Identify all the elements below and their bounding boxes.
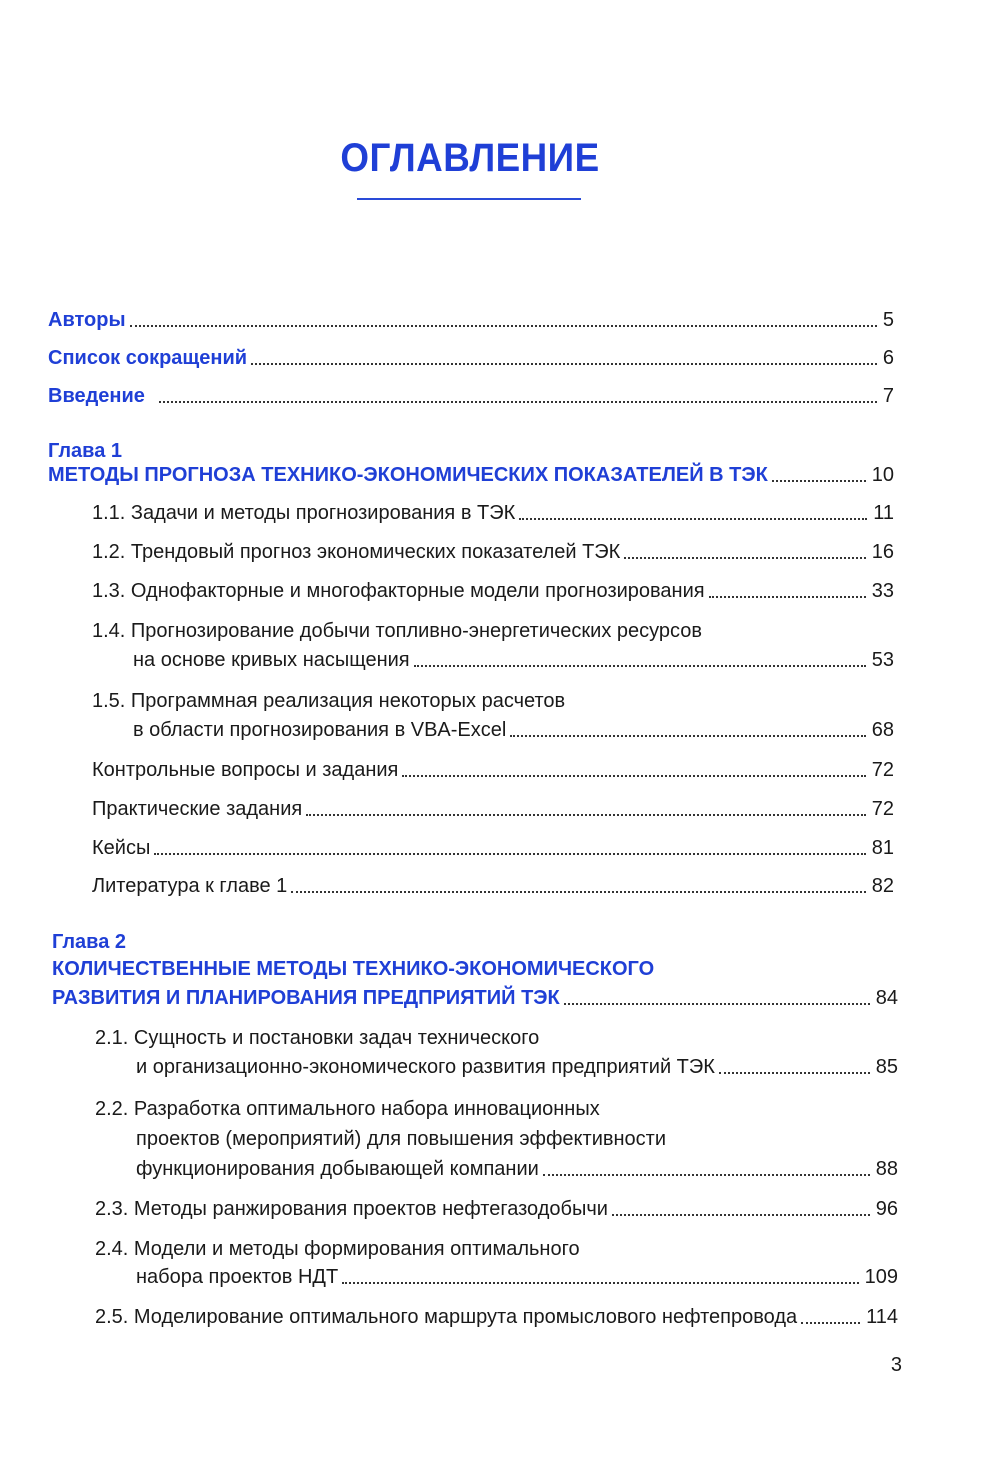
leader-dots <box>772 479 866 482</box>
section-number: 2.5. <box>95 1306 129 1328</box>
toc-entry-section-2-4-line1[interactable] <box>95 1236 580 1262</box>
toc-entry-page: 5 <box>882 309 894 331</box>
chapter-2-title-line1: КОЛИЧЕСТВЕННЫЕ МЕТОДЫ ТЕХНИКО-ЭКОНОМИЧЕСКОГО <box>52 958 655 980</box>
leader-dots <box>564 1002 870 1005</box>
toc-entry-label: Контрольные вопросы и задания <box>92 759 399 781</box>
toc-entry-label: Литература к главе 1 <box>92 875 288 897</box>
section-title: Моделирование оптимального маршрута промыслового нефтепровода <box>133 1306 798 1328</box>
page-title: ОГЛАВЛЕНИЕ <box>340 136 600 180</box>
leader-dots <box>719 1071 870 1074</box>
toc-entry-references-1[interactable] <box>92 873 894 899</box>
section-title: Однофакторные и многофакторные модели прогнозирования <box>130 580 705 602</box>
leader-dots <box>251 362 877 365</box>
toc-entry-section-2-1-line1[interactable] <box>95 1025 539 1051</box>
section-number: 2.4. <box>95 1238 129 1260</box>
toc-entry-page: 88 <box>875 1158 898 1180</box>
toc-entry-section-1-4[interactable] <box>133 647 894 673</box>
toc-entry-label <box>92 539 620 565</box>
section-title: Программная реализация некоторых расчетов <box>130 690 566 712</box>
toc-entry-page: 7 <box>882 385 894 407</box>
leader-dots <box>519 517 867 520</box>
section-title-cont: функционирования добывающей компании <box>136 1158 539 1180</box>
leader-dots <box>130 324 877 327</box>
chapter-1-heading: Глава 1 <box>48 440 123 462</box>
page-number: 3 <box>890 1354 902 1376</box>
toc-entry-section-2-3[interactable] <box>95 1196 898 1222</box>
section-title: Прогнозирование добычи топливно-энергетических ресурсов <box>130 620 703 642</box>
toc-entry-practical-tasks[interactable] <box>92 796 894 822</box>
toc-entry-authors[interactable] <box>48 307 894 333</box>
chapter-2-heading: Глава 2 <box>52 931 127 953</box>
toc-entry-section-1-3[interactable] <box>92 578 894 604</box>
leader-dots <box>159 400 877 403</box>
toc-entry-page: 72 <box>871 798 894 820</box>
leader-dots <box>709 595 866 598</box>
toc-entry-section-2-1[interactable] <box>136 1054 898 1080</box>
section-title: Задачи и методы прогнозирования в ТЭК <box>130 502 516 524</box>
section-number: 1.5. <box>92 690 126 712</box>
toc-entry-section-1-4-line1[interactable] <box>92 618 702 644</box>
chapter-2-title-line2: РАЗВИТИЯ И ПЛАНИРОВАНИЯ ПРЕДПРИЯТИЙ ТЭК <box>52 987 560 1009</box>
toc-entry-section-2-2[interactable] <box>136 1156 898 1182</box>
title-underline <box>357 198 581 200</box>
toc-entry-page: 72 <box>871 759 894 781</box>
toc-entry-page: 10 <box>871 464 894 486</box>
toc-entry-page: 81 <box>871 837 894 859</box>
leader-dots <box>291 890 865 893</box>
toc-entry-chapter-2[interactable] <box>52 985 898 1011</box>
toc-entry-section-2-2-line1[interactable] <box>95 1096 600 1122</box>
section-title-cont: в области прогнозирования в VBA-Excel <box>133 719 507 741</box>
toc-entry-section-2-2-line2: проектов (мероприятий) для повышения эффективности <box>136 1128 666 1150</box>
toc-entry-abbreviations[interactable] <box>48 345 894 371</box>
toc-entry-page: 85 <box>875 1056 898 1078</box>
toc-entry-section-1-5-line1[interactable] <box>92 688 565 714</box>
toc-entry-review-questions[interactable] <box>92 757 894 783</box>
toc-entry-label: Кейсы <box>92 837 151 859</box>
section-number: 1.2. <box>92 541 126 563</box>
section-title: Сущность и постановки задач технического <box>133 1027 540 1049</box>
leader-dots <box>154 852 865 855</box>
toc-entry-label <box>92 500 515 526</box>
toc-entry-page: 16 <box>871 541 894 563</box>
section-number: 1.3. <box>92 580 126 602</box>
section-title-cont: на основе кривых насыщения <box>133 649 410 671</box>
toc-entry-label: Введение <box>48 385 145 407</box>
section-number: 1.4. <box>92 620 126 642</box>
leader-dots <box>543 1173 870 1176</box>
toc-entry-page: 11 <box>873 502 894 524</box>
toc-entry-label: Практические задания <box>92 798 303 820</box>
toc-entry-page: 33 <box>871 580 894 602</box>
toc-entry-page: 6 <box>882 347 894 369</box>
toc-entry-introduction[interactable] <box>48 383 894 409</box>
leader-dots <box>402 774 865 777</box>
toc-entry-page: 84 <box>875 987 898 1009</box>
toc-entry-label <box>95 1304 797 1330</box>
toc-entry-label: Авторы <box>48 309 126 331</box>
section-number: 1.1. <box>92 502 126 524</box>
toc-entry-section-1-5[interactable] <box>133 717 894 743</box>
toc-entry-section-1-2[interactable] <box>92 539 894 565</box>
toc-entry-section-1-1[interactable] <box>92 500 894 526</box>
section-number: 2.2. <box>95 1098 129 1120</box>
toc-entry-chapter-1[interactable] <box>48 462 894 488</box>
toc-entry-section-2-4[interactable] <box>136 1264 898 1290</box>
section-number: 2.3. <box>95 1198 129 1220</box>
leader-dots <box>801 1321 860 1324</box>
toc-entry-label <box>95 1196 608 1222</box>
toc-entry-page: 96 <box>875 1198 898 1220</box>
leader-dots <box>624 556 865 559</box>
section-title-cont: набора проектов НДТ <box>136 1266 339 1288</box>
toc-entry-label: Список сокращений <box>48 347 248 369</box>
toc-entry-section-2-5[interactable] <box>95 1304 898 1330</box>
chapter-1-title: МЕТОДЫ ПРОГНОЗА ТЕХНИКО-ЭКОНОМИЧЕСКИХ ПОКАЗАТЕЛЕЙ В ТЭК <box>48 464 768 486</box>
section-title: Разработка оптимального набора инновационных <box>133 1098 600 1120</box>
leader-dots <box>306 813 866 816</box>
toc-entry-page: 82 <box>871 875 894 897</box>
section-number: 2.1. <box>95 1027 129 1049</box>
toc-entry-page: 68 <box>871 719 894 741</box>
section-title-cont: и организационно-экономического развития предприятий ТЭК <box>136 1056 715 1078</box>
section-title: Методы ранжирования проектов нефтегазодобычи <box>133 1198 608 1220</box>
leader-dots <box>612 1213 870 1216</box>
section-title: Модели и методы формирования оптимального <box>133 1238 580 1260</box>
toc-entry-label <box>92 578 705 604</box>
leader-dots <box>342 1281 858 1284</box>
toc-entry-page: 114 <box>866 1306 898 1328</box>
leader-dots <box>510 734 865 737</box>
leader-dots <box>414 664 866 667</box>
toc-entry-page: 109 <box>864 1266 898 1288</box>
section-title: Трендовый прогноз экономических показателей ТЭК <box>130 541 621 563</box>
toc-entry-page: 53 <box>871 649 894 671</box>
toc-entry-cases[interactable] <box>92 835 894 861</box>
